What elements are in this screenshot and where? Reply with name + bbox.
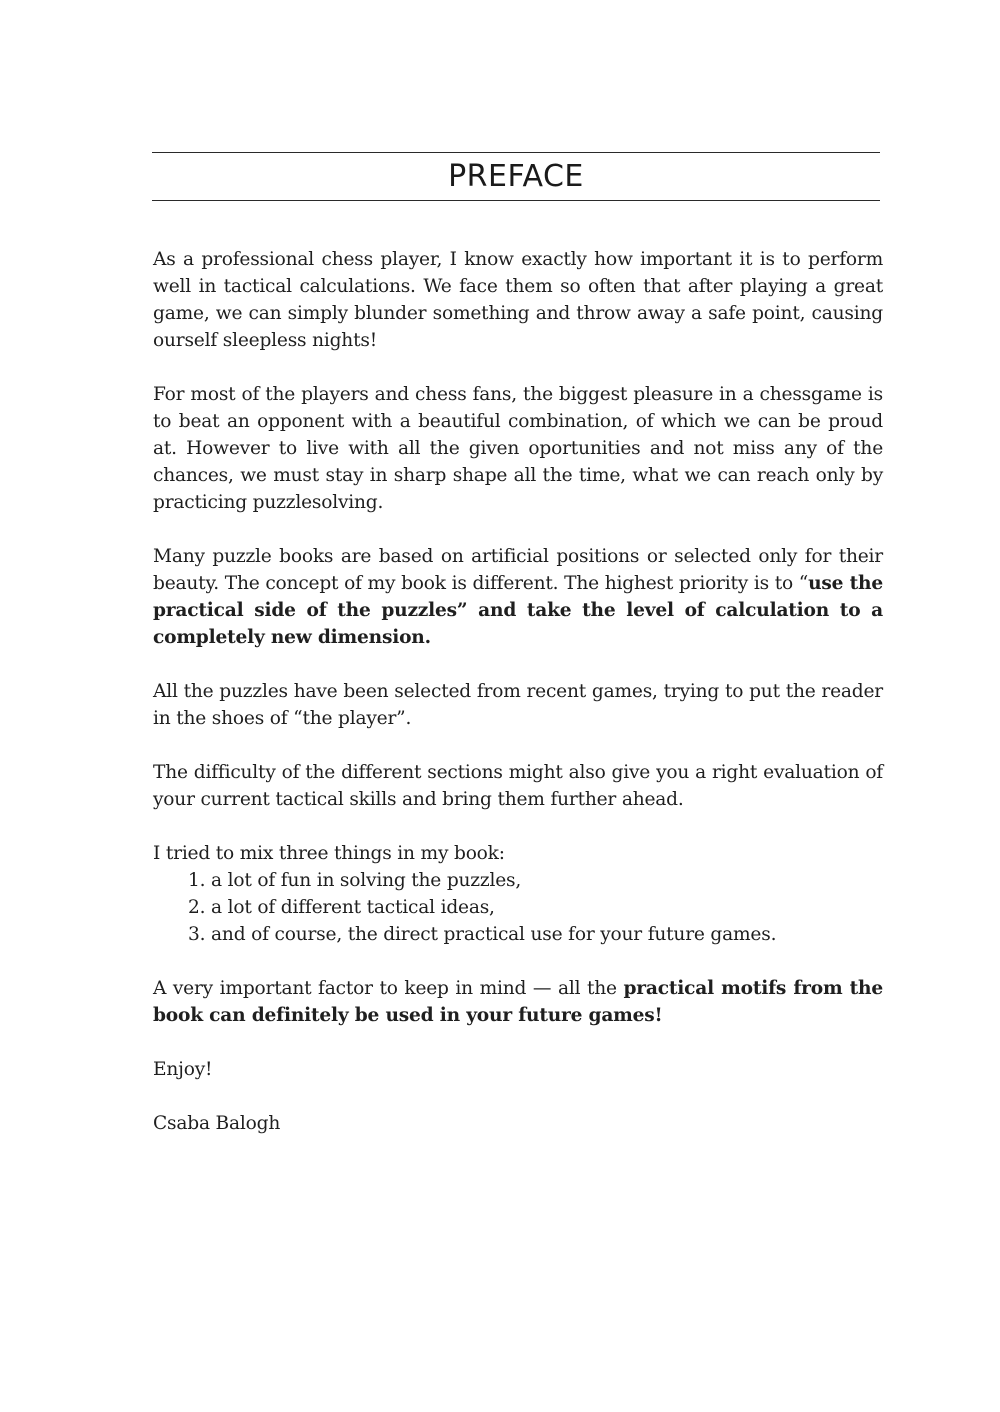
page-header <box>152 152 880 201</box>
list-item: 2. a lot of different tactical ideas, <box>188 897 495 918</box>
list-item: 1. a lot of fun in solving the puzzles, <box>188 870 522 891</box>
page-title: PREFACE <box>448 159 584 194</box>
book-concept-text: Many puzzle books are based on artificial positions or selected only for their beauty. The concept of my book is different. The highest priority is to “ <box>153 546 883 594</box>
three-things-list <box>153 867 883 948</box>
author-signature: Csaba Balogh <box>153 1113 281 1134</box>
paragraph-enjoy: Enjoy! <box>153 1059 213 1080</box>
important-factor-text: A very important factor to keep in mind — all the <box>153 978 624 999</box>
paragraph-difficulty: The difficulty of the different sections might also give you a right evaluation of your current tactical skills and bring them further ahead. <box>153 762 883 810</box>
list-item: 3. and of course, the direct practical use for your future games. <box>188 924 777 945</box>
paragraph-biggest-pleasure: For most of the players and chess fans, the biggest pleasure in a chessgame is to beat an opponent with a beautiful combination, of which we can be proud at. However to live with all the given oportunities and not miss any of the chances, we must stay in sharp shape all the time, what we can reach only by practicing puzzlesolving. <box>153 384 883 513</box>
paragraph-three-things: I tried to mix three things in my book: <box>153 843 505 864</box>
paragraph-recent-games: All the puzzles have been selected from recent games, trying to put the reader in the shoes of “the player”. <box>153 681 883 729</box>
paragraph-important-factor <box>153 975 883 1029</box>
important-factor-emphasis: practical motifs from the book can definitely be used in your future games! <box>153 978 883 1026</box>
paragraph-professional-player: As a professional chess player, I know exactly how important it is to perform well in tactical calculations. We face them so often that after playing a great game, we can simply blunder something and throw away a safe point, causing ourself sleepless nights! <box>153 249 883 351</box>
book-concept-emphasis: use the practical side of the puzzles” and take the level of calculation to a completely new dimension. <box>153 573 883 648</box>
paragraph-book-concept <box>153 543 883 651</box>
preface-body <box>153 246 883 1164</box>
